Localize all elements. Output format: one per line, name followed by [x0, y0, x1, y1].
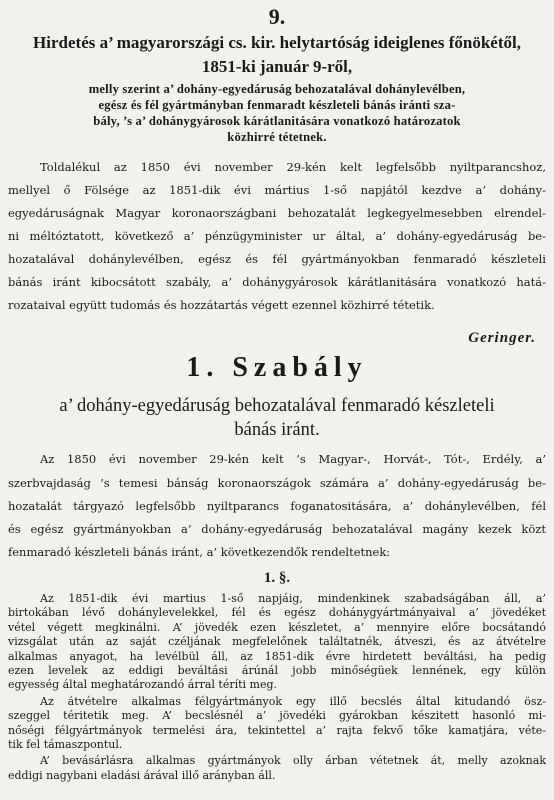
rule-subtitle-line-2: bánás iránt.	[234, 420, 320, 440]
rule-intro-line-3: hozatalát tárgyazó legfelsőbb nyiltparancs foganatositására, a’ dohánylevélben, fél	[8, 499, 546, 513]
section-p2-line-3: nőségi félgyártmányok termelési ára, tekintettel a’ rajta fekvő tőke kamatjára, véte-	[8, 724, 546, 737]
section-p3-line-1: A’ bevásárlásra alkalmas gyártmányok olly árban vétetnek át, melly azoknak	[40, 754, 546, 767]
section-p2-line-1: Az átvételre alkalmas félgyártmányok egy illő becslés által kitudandó ösz-	[40, 695, 546, 708]
intro-line-3: egyedáruságnak Magyar koronaországbani behozatalát legkegyelmesebben elrendel-	[8, 206, 546, 220]
intro-line-6: bánás iránt kibocsátott szabály, a’ dohánygyárosok kárátlanitására vonatkozó hatá-	[8, 275, 546, 289]
document-number: 9.	[268, 4, 286, 29]
subheading-line-4: közhirré tétetnek.	[227, 130, 327, 144]
rule-intro-line-4: és egész gyártmányokban a’ dohány-egyedáruság behozatalával magány kezek közt	[8, 522, 546, 536]
intro-line-2: mellyel ő Fölsége az 1851-dik évi mártius 1-ső napjától kezdve a’ dohány-	[8, 183, 546, 197]
intro-line-4: ni méltóztatott, következő a’ pénzügyminister ur által, a’ dohány-egyedáruság be-	[8, 229, 546, 243]
intro-line-5: hozatalával dohánylevélben, egész és fél gyártmányokban fenmaradó készleteli	[8, 252, 546, 266]
section-title: 1. §.	[263, 570, 291, 586]
rule-intro-line-2: szerbvajdaság ’s temesi bánság koronaországok számára a’ dohány-egyedáruság be-	[8, 476, 546, 490]
rule-intro-line-5: fenmaradó készleteli bánás iránt, a’ következendők rendeltetnek:	[8, 545, 391, 559]
section-p2-line-2: szeggel téritetik meg. A’ becslésnél a’ jövedéki gyárokban készitett hasonló mi-	[8, 709, 546, 722]
heading-line-1: Hirdetés a’ magyarországi cs. kir. helytartóság ideiglenes főnökétől,	[33, 33, 521, 52]
section-p1-line-2: birtokában lévő dohánylevelekkel, fél és egész dohánygyártmányaival a’ jövedéket	[8, 606, 546, 619]
section-p3-line-2: eddigi nagybani eladási árával illő arányban áll.	[8, 769, 276, 782]
section-p2-line-4: tik fel támaszpontul.	[8, 738, 123, 751]
section-p1-line-7: egyesség által meghatározandó árral téríti meg.	[8, 678, 278, 691]
section-p1-line-6: ezen levelek az eddigi beváltási árúnál jobb minőségüek lennének, egy külön	[8, 664, 546, 677]
intro-line-1: Toldalékul az 1850 évi november 29-kén kelt legfelsőbb nyiltparancshoz,	[40, 160, 546, 174]
heading-line-2: 1851-ki január 9-ről,	[201, 57, 353, 76]
section-p1-line-1: Az 1851-dik évi martius 1-ső napjáig, mindenkinek szabadságában áll, a’	[40, 592, 546, 605]
section-p1-line-3: vétel végett megkinálni. A’ jövedék ezen készletet, a’ mennyire előre bocsátandó	[8, 621, 546, 634]
subheading-line-2: egész és fél gyártmányban fenmaradt készleteli bánás iránti sza-	[98, 98, 456, 112]
section-p1-line-5: alkalmas anyagot, ha levélbül áll, az 1851-dik évre hirdetett beváltási, ha pedig	[8, 650, 546, 663]
intro-line-7: rozataival együtt tudomás és hozzátartás végett ezennel közhirré tétetik.	[8, 298, 435, 312]
subheading-line-1: melly szerint a’ dohány-egyedáruság behozatalával dohánylevélben,	[88, 82, 466, 96]
rule-subtitle-line-1: a’ dohány-egyedáruság behozatalával fenmaradó készleteli	[59, 396, 495, 416]
rule-intro-line-1: Az 1850 évi november 29-kén kelt ’s Magyar-, Horvát-, Tót-, Erdély, a’	[40, 452, 546, 466]
signature: Geringer.	[468, 330, 536, 346]
subheading-line-3: bály, ’s a’ dohánygyárosok kárátlanitására vonatkozó határozatok	[93, 114, 461, 128]
rule-title: 1. Szabály	[186, 352, 368, 383]
section-p1-line-4: vizsgálat után az saját czéljának megfelelőnek találtatnék, átveszi, és az átvételre	[8, 635, 546, 648]
